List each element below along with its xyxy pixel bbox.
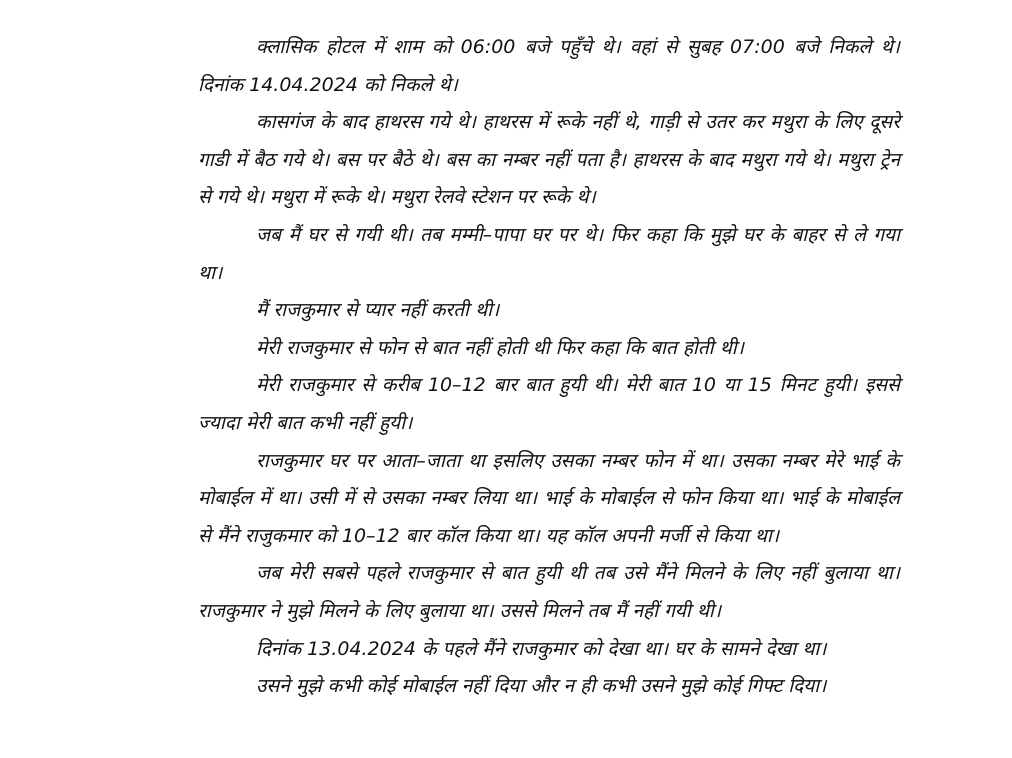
paragraph-no-love: मैं राजकुमार से प्यार नहीं करती थी। xyxy=(256,299,500,322)
paragraph-first-talk: जब मेरी सबसे पहले राजकुमार से बात हुयी थी तब उसे मैंने मिलने के लिए नहीं बुलाया था। राजकुमार ने मुझे मिलने के लिए बुलाया था। उससे मिलने तब मैं नहीं गयी थी। xyxy=(198,562,900,622)
paragraph-leaving-home: जब मैं घर से गयी थी। तब मम्मी–पापा घर पर थे। फिर कहा कि मुझे घर के बाहर से ले गया था। xyxy=(198,223,900,284)
paragraph-hotel-arrival: क्लासिक होटल में शाम को 06:00 बजे पहुँचे थे। वहां से सुबह 07:00 बजे निकले थे। दिनांक 14.04.2024 को निकले थे। xyxy=(198,36,900,96)
paragraph-no-gift: उसने मुझे कभी कोई मोबाईल नहीं दिया और न ही कभी उसने मुझे कोई गिफ्ट दिया। xyxy=(256,675,827,698)
paragraph-phone-number: राजकुमार घर पर आता–जाता था इसलिए उसका नम्बर फोन में था। उसका नम्बर मेरे भाई के मोबाईल में था। उसी में से उसका नम्बर लिया था। भाई के मोबाईल से फोन किया था। भाई के मोबाईल से मैंने राजुकमार को 10–12 बार कॉल किया था। यह कॉल अपनी मर्जी से किया था। xyxy=(198,449,900,547)
paragraph-seen-before: दिनांक 13.04.2024 के पहले मैंने राजकुमार को देखा था। घर के सामने देखा था। xyxy=(256,637,827,660)
paragraph-phone-talk: मेरी राजकुमार से फोन से बात नहीं होती थी फिर कहा कि बात होती थी। xyxy=(256,336,744,359)
paragraph-call-count: मेरी राजकुमार से करीब 10–12 बार बात हुयी थी। मेरी बात 10 या 15 मिनट हुयी। इससे ज्यादा मेरी बात कभी नहीं हुयी। xyxy=(198,374,900,434)
paragraph-travel-route: कासगंज के बाद हाथरस गये थे। हाथरस में रूके नहीं थे, गाड़ी से उतर कर मथुरा के लिए दूसरे गाडी में बैठ गये थे। बस पर बैठे थे। बस का नम्बर नहीं पता है। हाथरस के बाद मथुरा गये थे। मथुरा ट्रेन से गये थे। मथुरा में रूके थे। मथुरा रेलवे स्टेशन पर रूके थे। xyxy=(198,111,900,209)
document-body xyxy=(198,29,900,706)
